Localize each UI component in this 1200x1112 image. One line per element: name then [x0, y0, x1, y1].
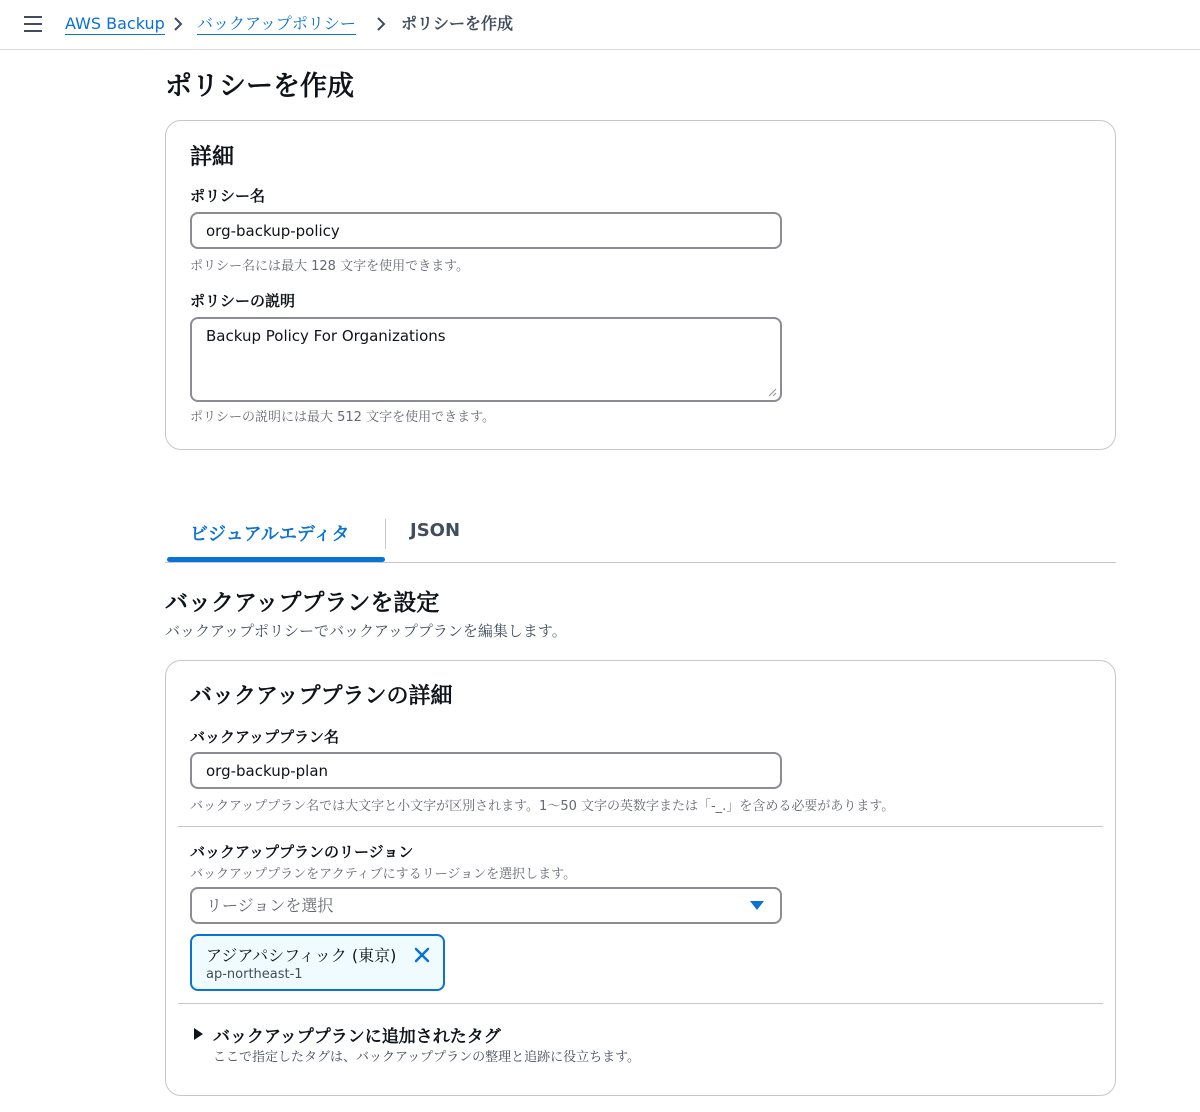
breadcrumb-backup-policies[interactable]: バックアップポリシー: [197, 14, 356, 33]
policy-name-hint: ポリシー名には最大 128 文字を使用できます。: [190, 259, 470, 274]
top-navigation-bar: [0, 0, 1200, 50]
caret-down-icon: [750, 901, 764, 910]
selected-region-token: [190, 934, 445, 991]
policy-name-input[interactable]: [190, 212, 782, 249]
plan-region-description: バックアッププランをアクティブにするリージョンを選択します。: [190, 867, 577, 882]
tab-json[interactable]: JSON: [410, 520, 461, 541]
region-select-placeholder: リージョンを選択: [206, 896, 334, 915]
chevron-right-icon: [375, 12, 389, 36]
details-heading: 詳細: [190, 145, 235, 170]
breadcrumb-current: ポリシーを作成: [401, 14, 514, 33]
tags-expander-title[interactable]: バックアッププランに追加されたタグ: [213, 1027, 501, 1047]
policy-name-label: ポリシー名: [190, 187, 266, 205]
resize-handle-icon[interactable]: [767, 387, 777, 397]
policy-description-textarea[interactable]: [190, 317, 782, 402]
tab-divider: [385, 519, 386, 549]
plan-name-hint: バックアッププラン名では大文字と小文字が区別されます。1〜50 文字の英数字または「-_.」を含める必要があります。: [190, 799, 895, 814]
section-divider: [178, 1003, 1103, 1004]
tabs-baseline: [165, 562, 1116, 563]
policy-description-value: Backup Policy For Organizations: [206, 327, 446, 345]
breadcrumb-aws-backup[interactable]: AWS Backup: [65, 14, 165, 33]
backup-plan-section-title: バックアッププランを設定: [165, 590, 440, 616]
tags-expander-description: ここで指定したタグは、バックアッププランの整理と追跡に役立ちます。: [213, 1050, 641, 1065]
policy-description-hint: ポリシーの説明には最大 512 文字を使用できます。: [190, 410, 496, 425]
selected-region-code: ap-northeast-1: [206, 967, 303, 982]
plan-region-label: バックアッププランのリージョン: [190, 843, 414, 861]
chevron-right-icon: [172, 12, 186, 36]
region-select[interactable]: [190, 887, 782, 924]
backup-plan-section-description: バックアップポリシーでバックアッププランを編集します。: [165, 622, 567, 640]
hamburger-menu-icon[interactable]: [24, 16, 42, 32]
caret-right-icon: [194, 1028, 203, 1040]
backup-plan-details-heading: バックアッププランの詳細: [190, 684, 453, 709]
plan-name-input[interactable]: [190, 752, 782, 789]
close-icon[interactable]: [413, 946, 431, 964]
selected-region-label: アジアパシフィック (東京): [206, 946, 397, 965]
plan-name-label: バックアッププラン名: [190, 728, 339, 746]
policy-description-label: ポリシーの説明: [190, 292, 296, 310]
tab-visual-editor[interactable]: ビジュアルエディタ: [190, 524, 350, 545]
page-title: ポリシーを作成: [165, 71, 354, 102]
section-divider: [178, 826, 1103, 827]
